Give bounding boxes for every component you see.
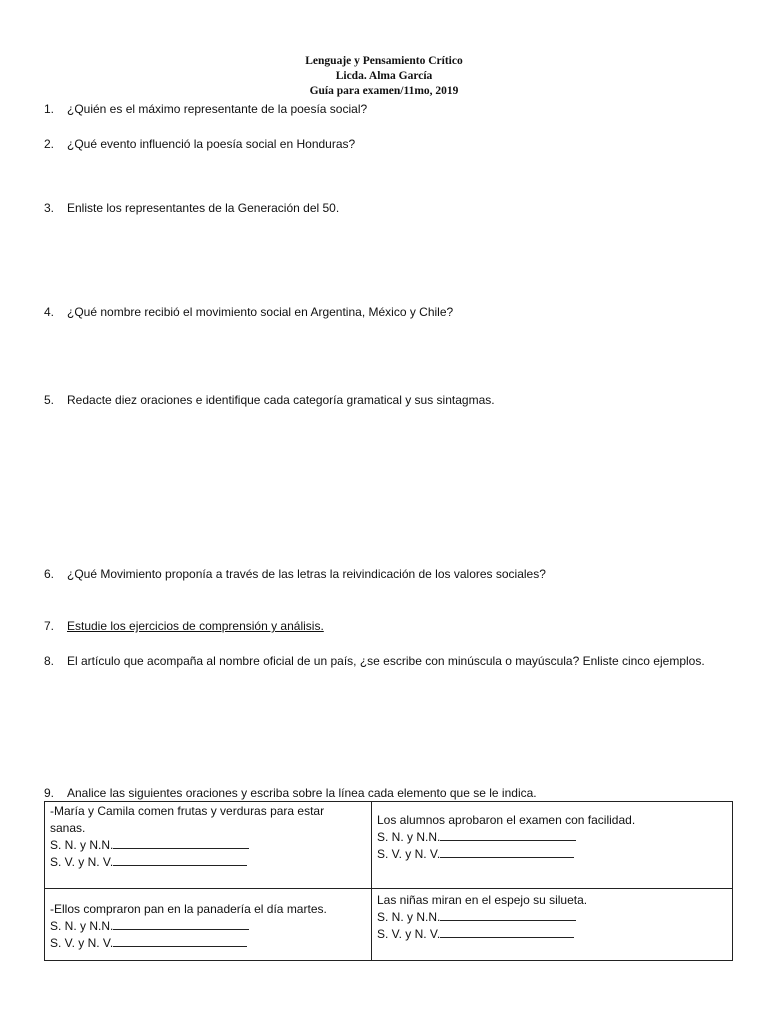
document-header	[0, 54, 768, 99]
question-number: 9.	[44, 786, 55, 800]
question-number: 4.	[44, 305, 55, 319]
sentence: -Ellos compraron pan en la panadería el día martes.	[50, 902, 327, 916]
table-cell	[45, 889, 372, 961]
table-cell	[372, 802, 733, 889]
sv-row	[377, 926, 574, 942]
table-cell	[372, 889, 733, 961]
question-number: 6.	[44, 567, 55, 581]
sn-label: S. N. y N.N.	[50, 919, 114, 933]
sv-answer-line[interactable]	[113, 854, 247, 866]
question-text: El artículo que acompaña al nombre oficial de un país, ¿se escribe con minúscula o mayúscula? Enliste cinco ejemplos.	[67, 654, 705, 668]
table-cell	[45, 802, 372, 889]
sv-label: S. V. y N. V.	[50, 936, 114, 950]
sn-label: S. N. y N.N.	[377, 910, 441, 924]
sv-row	[50, 854, 247, 870]
guide-title: Guía para examen/11mo, 2019	[309, 85, 459, 97]
question-text: Estudie los ejercicios de comprensión y análisis.	[67, 619, 324, 633]
sv-label: S. V. y N. V.	[377, 847, 441, 861]
sn-answer-line[interactable]	[440, 909, 576, 921]
question-text: Redacte diez oraciones e identifique cada categoría gramatical y sus sintagmas.	[67, 393, 495, 407]
sv-row	[50, 935, 247, 951]
sentence: Las niñas miran en el espejo su silueta.	[377, 893, 588, 907]
course-title: Lenguaje y Pensamiento Crítico	[305, 55, 463, 67]
question-text: ¿Qué nombre recibió el movimiento social en Argentina, México y Chile?	[67, 305, 454, 319]
sv-answer-line[interactable]	[440, 926, 574, 938]
sn-row	[377, 829, 576, 845]
sn-label: S. N. y N.N.	[50, 838, 114, 852]
sn-label: S. N. y N.N.	[377, 830, 441, 844]
question-number: 2.	[44, 137, 55, 151]
question-number: 3.	[44, 201, 55, 215]
question-number: 5.	[44, 393, 55, 407]
sentence: -María y Camila comen frutas y verduras para estar	[50, 804, 325, 818]
sv-answer-line[interactable]	[440, 846, 574, 858]
teacher-name: Licda. Alma García	[335, 70, 433, 82]
sv-row	[377, 846, 574, 862]
question-text: Analice las siguientes oraciones y escriba sobre la línea cada elemento que se le indica.	[67, 786, 537, 800]
question-text: ¿Qué Movimiento proponía a través de las letras la reivindicación de los valores sociales?	[67, 567, 546, 581]
sv-answer-line[interactable]	[113, 935, 247, 947]
question-number: 1.	[44, 102, 55, 116]
sn-row	[50, 918, 249, 934]
question-number: 8.	[44, 654, 55, 668]
sentence-continued: sanas.	[50, 821, 86, 835]
question-text: Enliste los representantes de la Generación del 50.	[67, 201, 340, 215]
sv-label: S. V. y N. V.	[377, 927, 441, 941]
sn-row	[50, 837, 249, 853]
question-text: ¿Qué evento influenció la poesía social en Honduras?	[67, 137, 356, 151]
sentence: Los alumnos aprobaron el examen con facilidad.	[377, 813, 636, 827]
sv-label: S. V. y N. V.	[50, 855, 114, 869]
question-8	[44, 653, 714, 687]
sn-row	[377, 909, 576, 925]
question-text: ¿Quién es el máximo representante de la poesía social?	[67, 102, 368, 116]
question-number: 7.	[44, 619, 55, 633]
sn-answer-line[interactable]	[113, 837, 249, 849]
sn-answer-line[interactable]	[113, 918, 249, 930]
analysis-table	[44, 801, 733, 961]
sn-answer-line[interactable]	[440, 829, 576, 841]
